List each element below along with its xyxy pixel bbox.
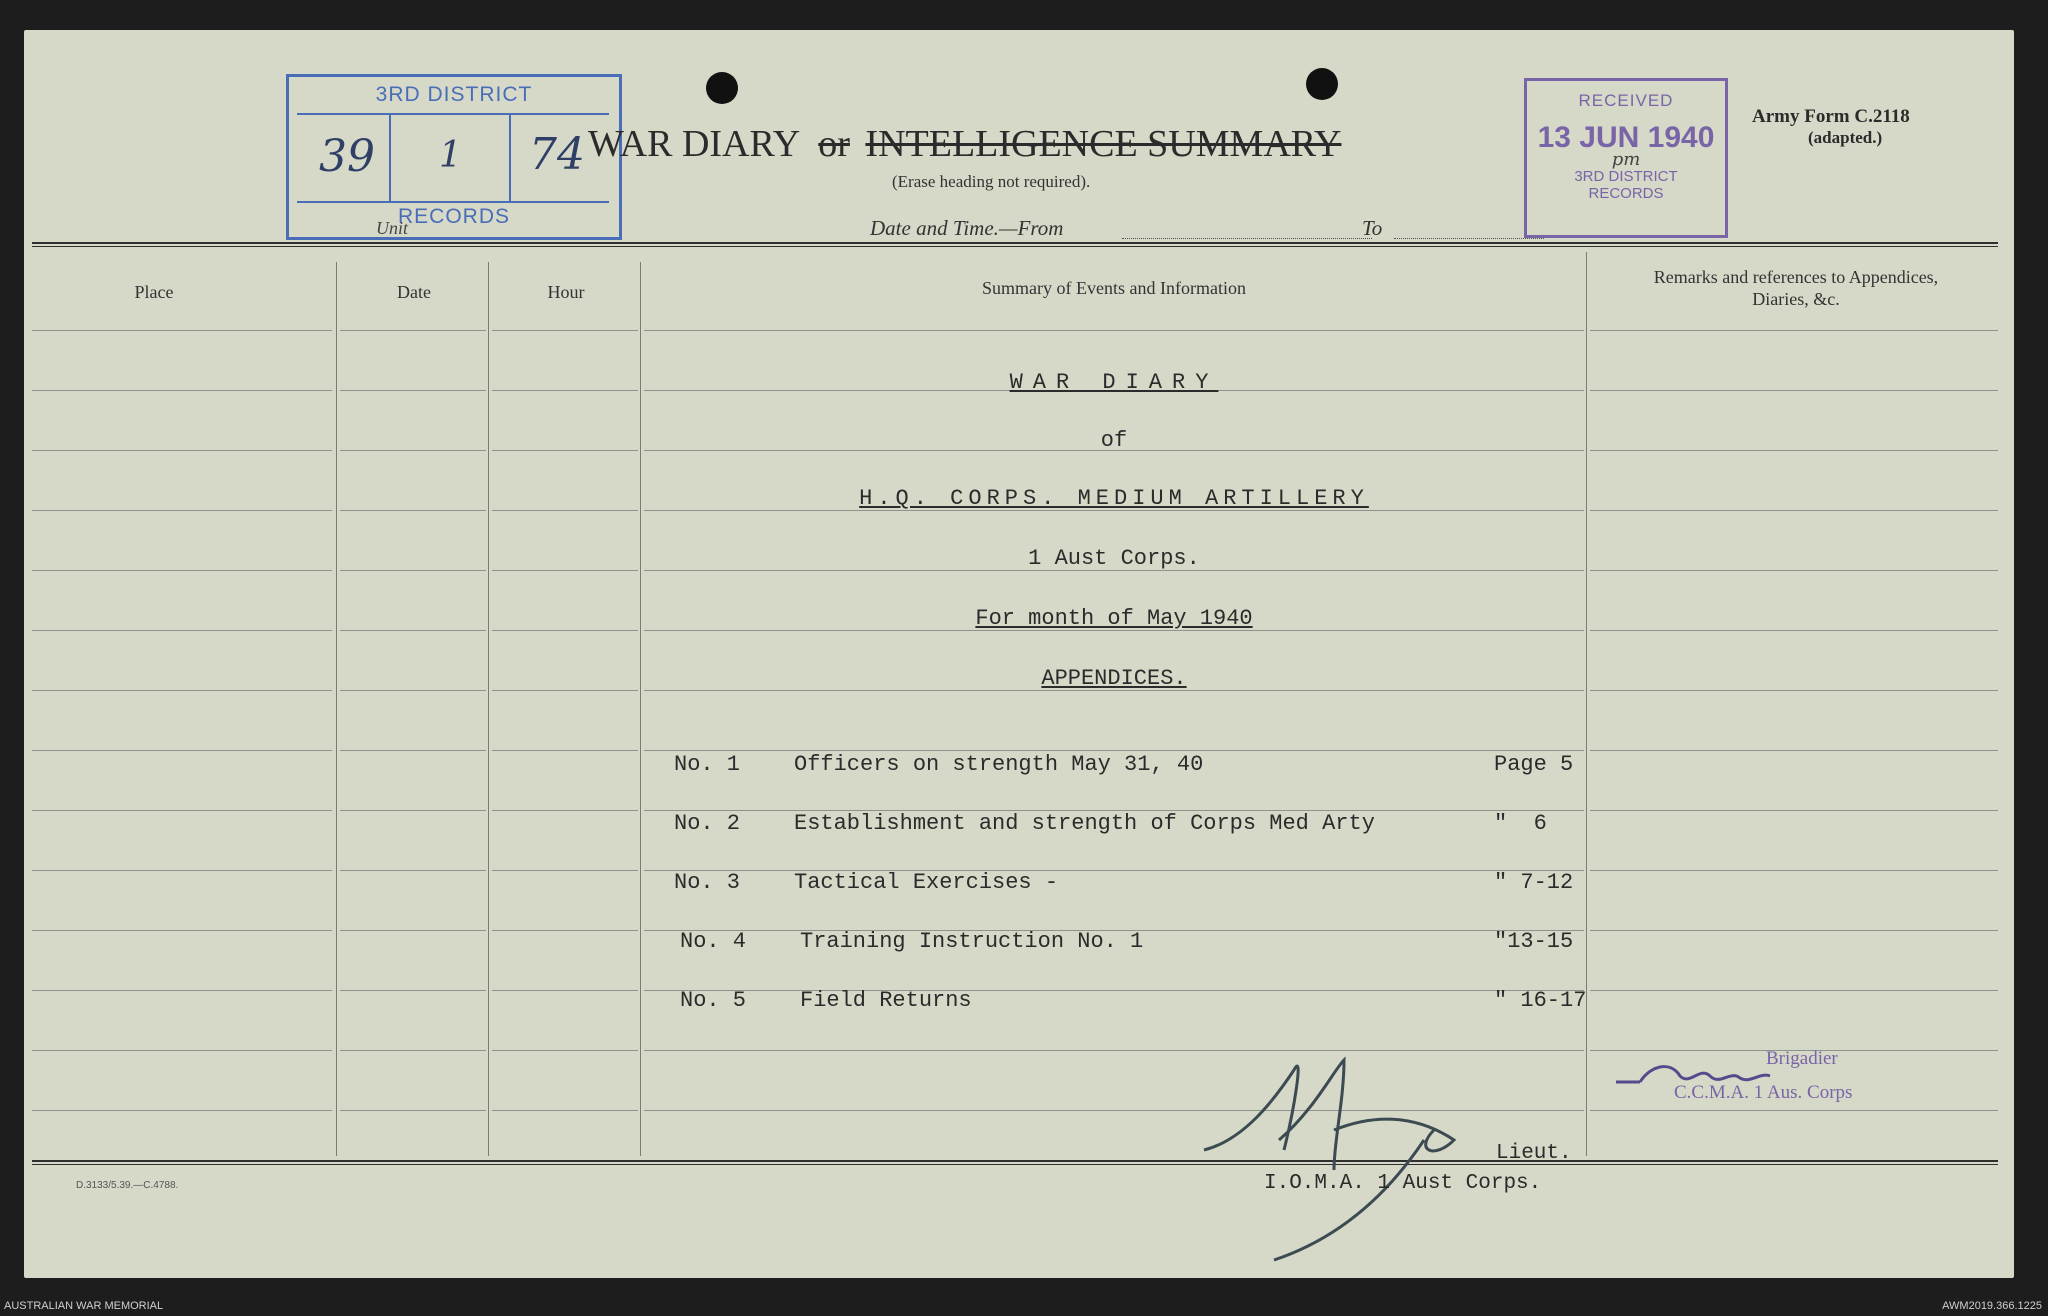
appendix-description: Field Returns bbox=[800, 988, 972, 1013]
appendix-number: No. 3 bbox=[674, 870, 741, 895]
appendix-number: No. 2 bbox=[674, 811, 741, 836]
diary-month: For month of May 1940 bbox=[975, 606, 1253, 631]
ruled-line bbox=[32, 630, 332, 631]
ruled-line bbox=[492, 750, 638, 751]
column-divider bbox=[336, 262, 337, 1156]
district-records-stamp bbox=[286, 74, 622, 240]
footer-reference: AWM2019.366.1225 bbox=[1942, 1300, 2042, 1312]
appendix-description: Establishment and strength of Corps Med Arty bbox=[794, 811, 1375, 836]
header-rule bbox=[32, 242, 1998, 244]
erase-note: (Erase heading not required). bbox=[892, 172, 1091, 191]
ruled-line bbox=[1590, 570, 1998, 571]
ruled-line bbox=[1590, 690, 1998, 691]
ruled-line bbox=[340, 930, 486, 931]
title-or: or bbox=[818, 123, 850, 165]
appendix-number: No. 4 bbox=[680, 929, 747, 954]
form-adapted: (adapted.) bbox=[1808, 128, 1883, 147]
appendix-page: " 16-17 bbox=[1494, 988, 1587, 1013]
ruled-line bbox=[492, 630, 638, 631]
punch-hole bbox=[1306, 68, 1338, 100]
ruled-line bbox=[492, 510, 638, 511]
ruled-line bbox=[32, 1110, 332, 1111]
footer-rule bbox=[32, 1164, 1998, 1165]
appendix-page: Page 5 bbox=[1494, 752, 1574, 777]
ruled-line bbox=[1590, 990, 1998, 991]
ruled-line bbox=[32, 450, 332, 451]
diary-corps: 1 Aust Corps. bbox=[1028, 546, 1200, 571]
ruled-line bbox=[1590, 330, 1998, 331]
ruled-line bbox=[1590, 450, 1998, 451]
ruled-line bbox=[32, 1050, 332, 1051]
form-title bbox=[588, 122, 1341, 166]
ruled-line bbox=[492, 330, 638, 331]
ruled-line bbox=[32, 990, 332, 991]
stamp-divider bbox=[509, 115, 511, 201]
ruled-line bbox=[492, 390, 638, 391]
ruled-line bbox=[340, 810, 486, 811]
received-records: RECORDS bbox=[1588, 185, 1664, 202]
ruled-line bbox=[32, 690, 332, 691]
stamp-district-bottom: RECORDS bbox=[397, 205, 510, 228]
unit-label: Unit bbox=[376, 218, 409, 238]
ruled-line bbox=[340, 450, 486, 451]
diary-unit: H.Q. CORPS. MEDIUM ARTILLERY bbox=[859, 486, 1369, 511]
ruled-line bbox=[1590, 930, 1998, 931]
ruled-line bbox=[340, 510, 486, 511]
header-rule bbox=[32, 246, 1998, 247]
stamp-number-2: 1 bbox=[439, 135, 462, 176]
ruled-line bbox=[32, 330, 332, 331]
lieut-signature bbox=[1184, 1030, 1524, 1270]
stamp-number-3: 74 bbox=[529, 129, 585, 180]
appendix-number: No. 5 bbox=[680, 988, 747, 1013]
column-header-summary: Summary of Events and Information bbox=[982, 278, 1246, 298]
to-field bbox=[1394, 238, 1544, 239]
column-header-remarks: Remarks and references to Appendices, Diaries, &c. bbox=[1653, 267, 1939, 309]
form-number: Army Form C.2118 bbox=[1752, 106, 1910, 127]
ruled-line bbox=[644, 990, 1584, 991]
appendix-page: " 6 bbox=[1494, 811, 1547, 836]
received-stamp bbox=[1524, 78, 1728, 238]
column-divider bbox=[640, 262, 641, 1156]
lieut-rank: Lieut. bbox=[1496, 1142, 1572, 1165]
footer-credit: AUSTRALIAN WAR MEMORIAL bbox=[4, 1300, 164, 1312]
ruled-line bbox=[1590, 510, 1998, 511]
ruled-line bbox=[1590, 810, 1998, 811]
ruled-line bbox=[492, 570, 638, 571]
appendices-heading: APPENDICES. bbox=[1041, 666, 1187, 691]
date-time-label: Date and Time.—From bbox=[870, 216, 1064, 240]
ruled-line bbox=[32, 750, 332, 751]
ruled-line bbox=[32, 390, 332, 391]
appendix-description: Training Instruction No. 1 bbox=[800, 929, 1144, 954]
ruled-line bbox=[340, 1050, 486, 1051]
title-war-diary: WAR DIARY bbox=[588, 123, 799, 165]
ruled-line bbox=[644, 750, 1584, 751]
appendix-page: "13-15 bbox=[1494, 929, 1574, 954]
stamp-divider bbox=[389, 115, 391, 201]
diary-of: of bbox=[1100, 428, 1128, 453]
punch-hole bbox=[706, 72, 738, 104]
ruled-line bbox=[492, 1110, 638, 1111]
stamp-number-1: 39 bbox=[319, 131, 375, 182]
received-district: 3RD DISTRICT bbox=[1574, 168, 1678, 185]
ruled-line bbox=[340, 1110, 486, 1111]
ruled-line bbox=[340, 330, 486, 331]
lieut-role: I.O.M.A. 1 Aust Corps. bbox=[1264, 1172, 1542, 1195]
received-label: RECEIVED bbox=[1578, 91, 1674, 110]
ruled-line bbox=[32, 930, 332, 931]
ruled-line bbox=[492, 930, 638, 931]
column-divider bbox=[1586, 252, 1587, 1156]
ruled-line bbox=[340, 750, 486, 751]
ruled-line bbox=[492, 450, 638, 451]
column-header-date: Date bbox=[397, 282, 431, 302]
ruled-line bbox=[32, 570, 332, 571]
appendix-number: No. 1 bbox=[674, 752, 741, 777]
ruled-line bbox=[492, 810, 638, 811]
appendix-description: Officers on strength May 31, 40 bbox=[794, 752, 1204, 777]
brigadier-rank: Brigadier bbox=[1766, 1048, 1838, 1069]
ruled-line bbox=[644, 870, 1584, 871]
ruled-line bbox=[32, 810, 332, 811]
column-header-place: Place bbox=[134, 282, 174, 302]
ruled-line bbox=[340, 870, 486, 871]
from-field bbox=[1122, 238, 1372, 239]
print-code: D.3133/5.39.—C.4788. bbox=[76, 1180, 179, 1191]
ruled-line bbox=[492, 990, 638, 991]
column-header-hour: Hour bbox=[547, 282, 585, 302]
received-date: 13 JUN 1940 bbox=[1537, 121, 1715, 154]
received-pm: pm bbox=[1611, 149, 1641, 170]
title-intelligence-summary: INTELLIGENCE SUMMARY bbox=[865, 123, 1342, 165]
war-diary-form bbox=[24, 30, 2014, 1278]
ruled-line bbox=[340, 570, 486, 571]
to-label: To bbox=[1362, 216, 1383, 240]
ruled-line bbox=[492, 690, 638, 691]
ruled-line bbox=[492, 870, 638, 871]
ruled-line bbox=[492, 1050, 638, 1051]
stamp-district-top: 3RD DISTRICT bbox=[375, 83, 533, 106]
ruled-line bbox=[32, 510, 332, 511]
ruled-line bbox=[1590, 870, 1998, 871]
stamp-divider bbox=[297, 201, 609, 203]
ruled-line bbox=[1590, 390, 1998, 391]
appendix-page: " 7-12 bbox=[1494, 870, 1574, 895]
stamp-divider bbox=[297, 113, 609, 115]
ruled-line bbox=[644, 330, 1584, 331]
appendix-description: Tactical Exercises - bbox=[794, 870, 1059, 895]
brigadier-role: C.C.M.A. 1 Aus. Corps bbox=[1674, 1082, 1853, 1103]
ruled-line bbox=[340, 390, 486, 391]
ruled-line bbox=[32, 870, 332, 871]
ruled-line bbox=[340, 630, 486, 631]
ruled-line bbox=[340, 990, 486, 991]
ruled-line bbox=[1590, 750, 1998, 751]
ruled-line bbox=[1590, 1110, 1998, 1111]
column-divider bbox=[488, 262, 489, 1156]
ruled-line bbox=[1590, 630, 1998, 631]
ruled-line bbox=[340, 690, 486, 691]
diary-title: WAR DIARY bbox=[1009, 370, 1219, 395]
footer-rule bbox=[32, 1160, 1998, 1162]
